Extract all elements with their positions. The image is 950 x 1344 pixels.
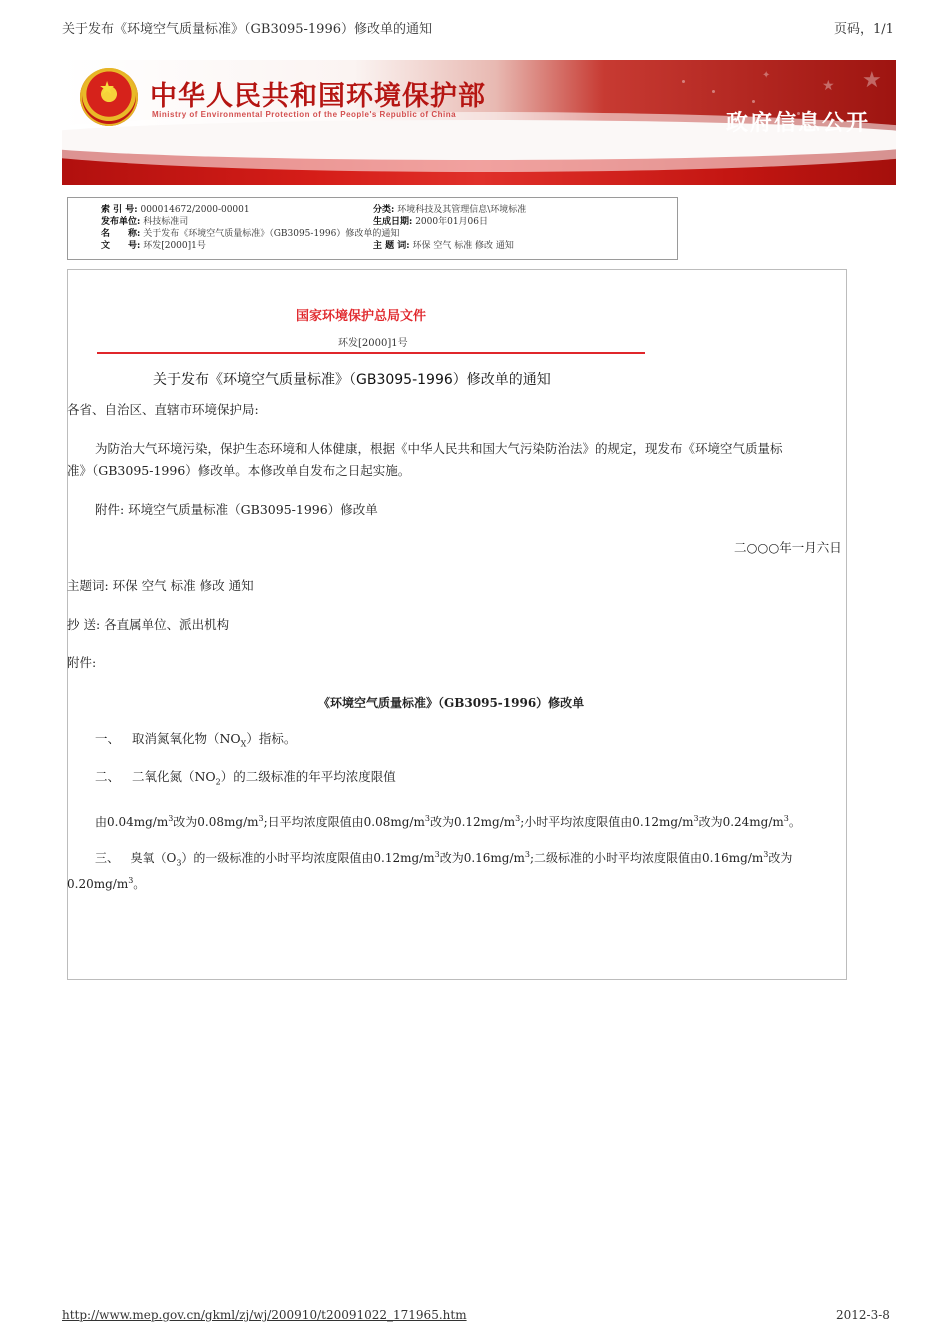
meta-index	[101, 205, 250, 216]
meta-docno	[101, 241, 206, 252]
document-issuer: 国家环境保护总局文件	[296, 309, 427, 324]
item-text: ;二级标准的小时平均浓度限值由0.16mg/m	[530, 851, 764, 865]
item-number: 一、	[95, 731, 121, 746]
item-text: ）的二级标准的年平均浓度限值	[220, 769, 396, 784]
subscript: X	[240, 739, 247, 749]
meta-docno-label: 文 号:	[101, 241, 141, 251]
superscript: 3	[434, 850, 440, 859]
emblem-star-icon: ★	[99, 78, 116, 99]
meta-publisher	[101, 217, 188, 228]
footer-print-date: 2012-3-8	[836, 1308, 890, 1322]
meta-keywords	[373, 241, 514, 252]
detail-text: ;小时平均浓度限值由0.12mg/m	[520, 815, 694, 829]
item-text: 改为	[768, 851, 793, 865]
footer-source-url-link[interactable]: http://www.mep.gov.cn/gkml/zj/wj/200910/t20091022_171965.htm	[62, 1308, 467, 1322]
superscript: 3	[783, 814, 789, 823]
site-banner	[62, 60, 896, 185]
salutation: 各省、自治区、直辖市环境保护局:	[67, 402, 259, 417]
meta-publisher-value: 科技标准司	[143, 217, 189, 227]
item-number: 三、	[95, 851, 120, 865]
item-text: 二氧化氮（NO	[131, 769, 216, 784]
meta-index-value: 000014672/2000-00001	[140, 205, 250, 215]
detail-text: 由0.04mg/m	[95, 815, 169, 829]
item-text: 取消氮氧化物（NO	[131, 731, 241, 746]
detail-text: 改为0.24mg/m	[698, 815, 784, 829]
amendment-item-3	[95, 844, 792, 874]
item-text: ）的一级标准的小时平均浓度限值由0.12mg/m	[181, 851, 435, 865]
decorative-star-icon: ✦	[762, 70, 771, 81]
subscript: 3	[176, 858, 182, 868]
item-text: 臭氧（O	[130, 851, 177, 865]
meta-name	[101, 229, 399, 240]
decorative-dot	[682, 80, 685, 83]
superscript: 3	[693, 814, 699, 823]
meta-category-label: 分类:	[373, 205, 395, 215]
decorative-dot	[752, 100, 755, 103]
superscript: 3	[168, 814, 174, 823]
detail-text: ;日平均浓度限值由0.08mg/m	[263, 815, 425, 829]
amendment-title: 《环境空气质量标准》（GB3095-1996）修改单	[318, 696, 585, 710]
superscript: 3	[763, 850, 769, 859]
item-text: 。	[133, 877, 146, 891]
ministry-name-chinese: 中华人民共和国环境保护部	[150, 81, 486, 112]
meta-date-label: 生成日期:	[373, 217, 413, 227]
meta-keywords-label: 主 题 词:	[373, 241, 410, 251]
meta-docno-value: 环发[2000]1号	[143, 241, 206, 251]
superscript: 3	[424, 814, 430, 823]
meta-name-value: 关于发布《环境空气质量标准》（GB3095-1996）修改单的通知	[143, 229, 400, 239]
ministry-name-english: Ministry of Environmental Protection of the People's Republic of China	[152, 110, 457, 119]
amendment-item-2-detail	[95, 808, 801, 833]
amendment-item-1	[95, 728, 296, 756]
item-number: 二、	[95, 769, 121, 784]
subscript: 2	[215, 777, 221, 787]
decorative-dot	[712, 90, 715, 93]
document-metadata-box	[67, 197, 678, 260]
superscript: 3	[524, 850, 530, 859]
meta-category-value: 环境科技及其管理信息\环境标准	[397, 205, 527, 215]
superscript: 3	[515, 814, 521, 823]
meta-date-value: 2000年01月06日	[415, 217, 489, 227]
document-number: 环发[2000]1号	[338, 338, 408, 349]
body-paragraph-line-1: 为防治大气环境污染，保护生态环境和人体健康，根据《中华人民共和国大气污染防治法》的规定，现发布《环境空气质量标	[95, 441, 783, 456]
superscript: 3	[258, 814, 264, 823]
body-paragraph-line-2: 准》（GB3095-1996）修改单。本修改单自发布之日起实施。	[67, 463, 411, 478]
meta-keywords-value: 环保 空气 标准 修改 通知	[412, 241, 514, 251]
attachment-label: 附件:	[67, 655, 97, 670]
item-text: ）指标。	[246, 731, 297, 746]
decorative-star-icon: ★	[822, 78, 835, 94]
detail-text: 改为0.12mg/m	[429, 815, 516, 829]
red-divider-line	[97, 352, 645, 354]
amendment-item-3-line-2	[67, 870, 145, 895]
government-information-disclosure-label: 政府信息公开	[725, 111, 870, 136]
detail-text: 改为0.08mg/m	[173, 815, 259, 829]
meta-name-label: 名 称:	[101, 229, 141, 239]
superscript: 3	[128, 876, 134, 885]
meta-category	[373, 205, 526, 216]
document-title: 关于发布《环境空气质量标准》（GB3095-1996）修改单的通知	[153, 372, 551, 388]
amendment-item-2	[95, 766, 396, 794]
decorative-star-icon: ★	[862, 68, 882, 93]
print-header-page-number: 页码，1/1	[834, 22, 894, 37]
item-text: 0.20mg/m	[67, 877, 129, 891]
meta-index-label: 索 引 号:	[101, 205, 138, 215]
attachment-line: 附件: 环境空气质量标准（GB3095-1996）修改单	[95, 502, 378, 517]
item-text: 改为0.16mg/m	[439, 851, 525, 865]
document-date: 二○○○年一月六日	[734, 540, 842, 555]
cc-line: 抄 送: 各直属单位、派出机构	[67, 617, 230, 632]
detail-text: 。	[788, 815, 801, 829]
meta-date	[373, 217, 488, 228]
subject-keywords: 主题词: 环保 空气 标准 修改 通知	[67, 578, 254, 593]
meta-publisher-label: 发布单位:	[101, 217, 141, 227]
print-header-title: 关于发布《环境空气质量标准》（GB3095-1996）修改单的通知	[62, 22, 432, 37]
